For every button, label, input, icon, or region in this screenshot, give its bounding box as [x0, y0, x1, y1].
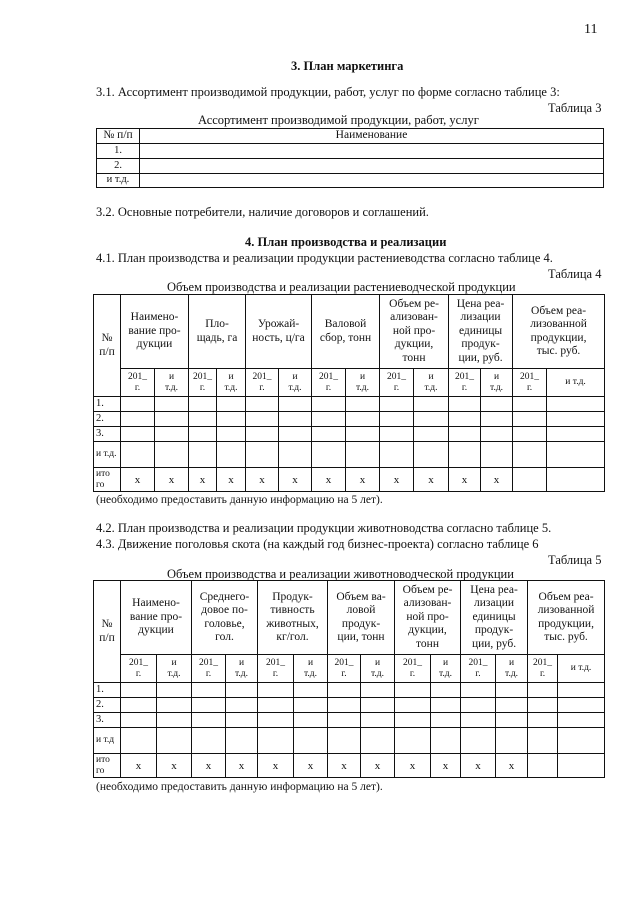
year-cell: 201_ г. [121, 655, 157, 683]
table-5-subheader-row [94, 655, 605, 683]
section-4-title: 4. План производства и реализации [245, 235, 447, 249]
table-5-caption: Объем производства и реализации животноводческой продукции [167, 567, 514, 581]
table-4-label: Таблица 4 [548, 267, 602, 281]
table-4-header-sold-volume: Объем ре- ализован- ной про- дукции, тонн [380, 295, 449, 369]
table-4-caption: Объем производства и реализации растениеводческой продукции [167, 280, 516, 294]
row-number: 2. [94, 698, 121, 713]
paragraph-3-2: 3.2. Основные потребители, наличие договоров и соглашений. [96, 205, 429, 219]
total-mark: х [481, 468, 513, 492]
etc-cell: и т.д. [547, 369, 605, 397]
year-cell: 201_ г. [513, 369, 547, 397]
total-mark: х [431, 754, 461, 778]
paragraph-4-3: 4.3. Движение поголовья скота (на каждый год бизнес-проекта) согласно таблице 6 [96, 537, 539, 551]
paragraph-4-2: 4.2. План производства и реализации продукции животноводства согласно таблице 5. [96, 521, 552, 535]
table-5-header-herd: Среднего- довое по- головье, гол. [192, 581, 258, 655]
etc-cell: и т.д. [431, 655, 461, 683]
table-4-header-unit-price: Цена реа- лизации единицы продук- ции, руб. [449, 295, 513, 369]
row-number: и т.д [94, 728, 121, 754]
table-4-note: (необходимо предоставить данную информацию на 5 лет). [96, 494, 383, 506]
total-mark: х [395, 754, 431, 778]
table-5-note: (необходимо предоставить данную информацию на 5 лет). [96, 781, 383, 793]
year-cell: 201_ г. [449, 369, 481, 397]
table-row [94, 442, 605, 468]
etc-cell: и т.д. [346, 369, 380, 397]
table-4-header-sold-value: Объем реа- лизованной продукции, тыс. руб. [513, 295, 605, 369]
total-mark: х [157, 754, 192, 778]
year-cell: 201_ г. [395, 655, 431, 683]
row-number: 2. [94, 412, 121, 427]
table-row [97, 158, 604, 173]
table-4-header-gross: Валовой сбор, тонн [312, 295, 380, 369]
table-5-header-gross: Объем ва- ловой продук- ции, тонн [328, 581, 395, 655]
table-5 [93, 580, 605, 778]
table-3-label: Таблица 3 [548, 101, 602, 115]
year-cell: 201_ г. [192, 655, 226, 683]
table-5-header-unit-price: Цена реа- лизации единицы продук- ции, руб. [461, 581, 528, 655]
table-3-caption: Ассортимент производимой продукции, работ, услуг [198, 113, 479, 127]
table-5-header-productivity: Продук- тивность животных, кг/гол. [258, 581, 328, 655]
year-cell: 201_ г. [328, 655, 361, 683]
total-mark: х [246, 468, 279, 492]
total-mark: х [294, 754, 328, 778]
row-number: 1. [94, 683, 121, 698]
total-mark: х [189, 468, 217, 492]
table-row [94, 698, 605, 713]
row-number: и т.д. [94, 442, 121, 468]
etc-cell: и т.д. [414, 369, 449, 397]
table-5-header-num: № п/п [94, 581, 121, 683]
etc-cell: и т.д. [155, 369, 189, 397]
etc-cell: и т.д. [361, 655, 395, 683]
total-label: ито го [94, 468, 121, 492]
total-mark: х [414, 468, 449, 492]
table-5-header-sold-volume: Объем ре- ализован- ной про- дукции, тонн [395, 581, 461, 655]
total-label: ито го [94, 754, 121, 778]
table-4 [93, 294, 605, 492]
etc-cell: и т.д. [481, 369, 513, 397]
table-row [94, 683, 605, 698]
total-mark: х [258, 754, 294, 778]
table-row [94, 412, 605, 427]
total-mark: х [380, 468, 414, 492]
total-mark: х [449, 468, 481, 492]
etc-cell: и т.д. [226, 655, 258, 683]
total-mark: х [155, 468, 189, 492]
year-cell: 201_ г. [189, 369, 217, 397]
total-mark: х [312, 468, 346, 492]
table-4-header-num: № п/п [94, 295, 121, 397]
table-row [97, 173, 604, 187]
row-number: и т.д. [97, 173, 140, 187]
table-5-total-row [94, 754, 605, 778]
etc-cell: и т.д. [157, 655, 192, 683]
table-row [94, 427, 605, 442]
year-cell: 201_ г. [528, 655, 558, 683]
table-4-header-area: Пло- щадь, га [189, 295, 246, 369]
section-3-title: 3. План маркетинга [291, 59, 404, 73]
etc-cell: и т.д. [294, 655, 328, 683]
year-cell: 201_ г. [121, 369, 155, 397]
table-5-label: Таблица 5 [548, 553, 602, 567]
table-5-header-sold-value: Объем реа- лизованной продукции, тыс. руб. [528, 581, 605, 655]
table-3-header-num: № п/п [97, 129, 140, 144]
table-row [94, 713, 605, 728]
total-mark: х [496, 754, 528, 778]
total-mark: х [346, 468, 380, 492]
table-row [97, 143, 604, 158]
total-mark: х [121, 468, 155, 492]
row-number: 1. [94, 397, 121, 412]
etc-cell: и т.д. [558, 655, 605, 683]
table-3-header-name: Наименование [140, 129, 604, 144]
total-mark: х [192, 754, 226, 778]
paragraph-4-1: 4.1. План производства и реализации продукции растениеводства согласно таблице 4. [96, 251, 553, 265]
total-mark: х [217, 468, 246, 492]
table-4-header-name: Наимено- вание про- дукции [121, 295, 189, 369]
total-mark: х [279, 468, 312, 492]
year-cell: 201_ г. [461, 655, 496, 683]
table-4-subheader-row [94, 369, 605, 397]
row-number: 3. [94, 427, 121, 442]
etc-cell: и т.д. [217, 369, 246, 397]
page-number: 11 [584, 22, 598, 37]
table-row [94, 397, 605, 412]
total-mark: х [121, 754, 157, 778]
row-number: 1. [97, 143, 140, 158]
etc-cell: и т.д. [279, 369, 312, 397]
etc-cell: и т.д. [496, 655, 528, 683]
year-cell: 201_ г. [246, 369, 279, 397]
table-4-header-yield: Урожай- ность, ц/га [246, 295, 312, 369]
row-number: 2. [97, 158, 140, 173]
total-mark: х [461, 754, 496, 778]
table-4-total-row [94, 468, 605, 492]
table-row [94, 728, 605, 754]
year-cell: 201_ г. [312, 369, 346, 397]
table-5-header-name: Наимено- вание про- дукции [121, 581, 192, 655]
total-mark: х [361, 754, 395, 778]
year-cell: 201_ г. [380, 369, 414, 397]
total-mark: х [328, 754, 361, 778]
year-cell: 201_ г. [258, 655, 294, 683]
total-mark: х [226, 754, 258, 778]
table-3 [96, 128, 604, 188]
row-number: 3. [94, 713, 121, 728]
paragraph-3-1: 3.1. Ассортимент производимой продукции, работ, услуг по форме согласно таблице 3: [96, 85, 560, 99]
